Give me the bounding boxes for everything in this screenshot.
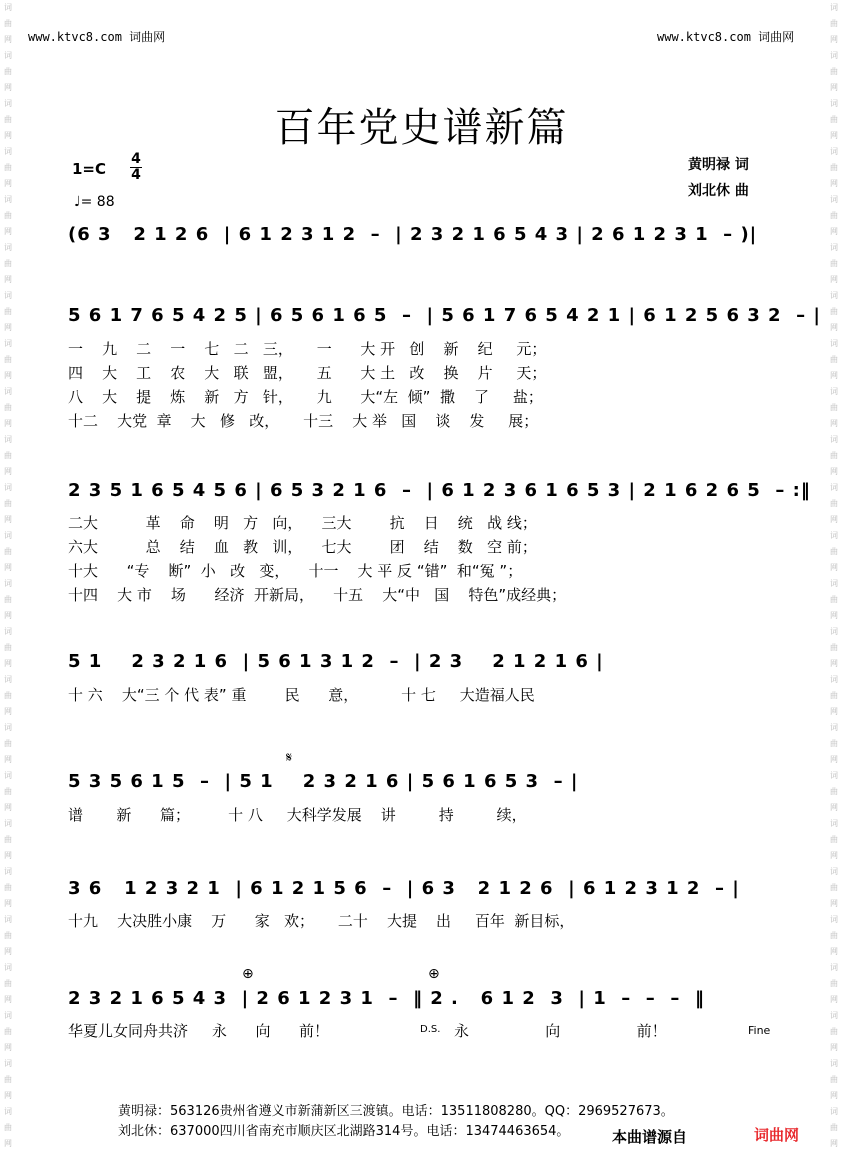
watermark-glyph: 曲 [830,1027,838,1036]
watermark-glyph: 曲 [4,691,12,700]
watermark-glyph: 网 [4,227,12,236]
coda-icon: ⊕ [242,966,254,982]
lyric-line: 十 六 大“三 个 代 表” 重 民 意， 十 七 大造福人民 [68,686,535,704]
watermark-glyph: 曲 [4,403,12,412]
left-watermark-strip [0,0,16,1172]
watermark-glyph: 曲 [830,643,838,652]
watermark-glyph: 曲 [830,595,838,604]
score-system-6: 3 6 1 2 3 2 1 | 6 1 2 1 5 6 – | 6 3 2 1 2 6 | 6 1 2 3 1 2 – | [68,878,740,899]
watermark-glyph: 词 [830,1059,838,1068]
watermark-glyph: 曲 [4,883,12,892]
watermark-glyph: 词 [830,387,838,396]
watermark-glyph: 词 [830,3,838,12]
watermark-glyph: 词 [4,867,12,876]
watermark-glyph: 网 [830,323,838,332]
watermark-glyph: 曲 [830,19,838,28]
watermark-glyph: 网 [830,1139,838,1148]
watermark-glyph: 曲 [830,403,838,412]
score-system-4: 5 1 2 3 2 1 6 | 5 6 1 3 1 2 – | 2 3 2 1 2 1 6 | [68,651,604,672]
watermark-glyph: 词 [4,675,12,684]
segno-icon: 𝄋 [286,750,293,766]
song-title: 百年党史谱新篇 [274,105,569,151]
watermark-glyph: 曲 [830,1075,838,1084]
watermark-glyph: 曲 [830,355,838,364]
watermark-glyph: 曲 [830,835,838,844]
watermark-glyph: 网 [4,1043,12,1052]
watermark-glyph: 曲 [4,787,12,796]
watermark-glyph: 词 [4,243,12,252]
watermark-glyph: 曲 [830,547,838,556]
watermark-glyph: 网 [830,995,838,1004]
watermark-glyph: 网 [4,851,12,860]
watermark-glyph: 词 [830,147,838,156]
watermark-glyph: 词 [4,1011,12,1020]
watermark-glyph: 网 [4,467,12,476]
watermark-glyph: 词 [830,1107,838,1116]
watermark-glyph: 网 [4,275,12,284]
watermark-glyph: 网 [4,563,12,572]
watermark-glyph: 网 [4,83,12,92]
coda-icon: ⊕ [428,966,440,982]
watermark-glyph: 网 [830,227,838,236]
lyric-line: 八 大 提 炼 新 方 针， 九 大“左 倾” 撒 了 盐； [68,388,543,406]
watermark-glyph: 网 [4,947,12,956]
watermark-glyph: 曲 [830,739,838,748]
watermark-glyph: 词 [4,1059,12,1068]
lyric-line: 永 向 前！ [454,1022,667,1040]
watermark-glyph: 词 [4,3,12,12]
watermark-glyph: 网 [830,851,838,860]
watermark-glyph: 网 [4,419,12,428]
lyric-line: 六大 总 结 血 教 训， 七大 团 结 数 空 前； [68,538,537,556]
watermark-glyph: 词 [830,963,838,972]
watermark-glyph: 网 [4,755,12,764]
watermark-glyph: 曲 [4,547,12,556]
watermark-glyph: 网 [4,659,12,668]
site-url-right[interactable]: www.ktvc8.com 词曲网 [657,30,795,44]
watermark-glyph: 曲 [4,451,12,460]
watermark-glyph: 网 [830,467,838,476]
lyricist-credit: 黄明禄 词 [688,157,749,173]
watermark-glyph: 曲 [830,67,838,76]
watermark-glyph: 词 [4,771,12,780]
tempo-marking: ♩= 88 [74,194,115,210]
watermark-glyph: 网 [830,755,838,764]
watermark-glyph: 词 [4,387,12,396]
watermark-glyph: 网 [830,707,838,716]
watermark-glyph: 词 [830,531,838,540]
watermark-glyph: 词 [830,1011,838,1020]
score-system-5: 5 3 5 6 1 5 – | 5 1 2 3 2 1 6 | 5 6 1 6 5 3 – | [68,771,579,792]
site-url-left[interactable]: www.ktvc8.com 词曲网 [28,30,166,44]
watermark-glyph: 词 [830,675,838,684]
score-system-1: (6 3 2 1 2 6 | 6 1 2 3 1 2 – | 2 3 2 1 6 5 4 3 | 2 6 1 2 3 1 – )| [68,224,758,245]
watermark-glyph: 曲 [4,1027,12,1036]
watermark-glyph: 网 [830,515,838,524]
watermark-glyph: 词 [4,147,12,156]
watermark-glyph: 曲 [830,307,838,316]
watermark-glyph: 曲 [4,739,12,748]
watermark-glyph: 词 [830,627,838,636]
ds-marking: D.S. [420,1024,441,1035]
watermark-glyph: 曲 [830,787,838,796]
watermark-glyph: 曲 [4,115,12,124]
watermark-glyph: 网 [830,947,838,956]
watermark-glyph: 网 [830,179,838,188]
watermark-glyph: 网 [830,275,838,284]
watermark-glyph: 曲 [830,979,838,988]
watermark-glyph: 曲 [4,1123,12,1132]
source-label: 本曲谱源自 [612,1128,688,1146]
watermark-glyph: 网 [830,419,838,428]
watermark-glyph: 词 [4,195,12,204]
watermark-glyph: 网 [830,1091,838,1100]
watermark-glyph: 词 [4,1107,12,1116]
watermark-glyph: 网 [4,1139,12,1148]
watermark-glyph: 网 [4,35,12,44]
watermark-glyph: 词 [830,243,838,252]
watermark-glyph: 曲 [4,979,12,988]
watermark-glyph: 词 [830,483,838,492]
watermark-glyph: 网 [4,611,12,620]
lyric-line: 二大 革 命 明 方 向， 三大 抗 日 统 战 线； [68,514,537,532]
composer-contact: 刘北休：637000四川省南充市顺庆区北湖路314号。电话：13474463654。 [118,1124,570,1139]
watermark-glyph: 词 [4,963,12,972]
score-system-7: 2 3 2 1 6 5 4 3 | 2 6 1 2 3 1 – ‖ 2 . 6 1 2 3 | 1 – – – ‖ [68,988,705,1009]
watermark-glyph: 曲 [4,931,12,940]
lyric-line: 谱 新 篇； 十 八 大科学发展 讲 持 续， [68,806,527,824]
watermark-glyph: 网 [830,563,838,572]
watermark-glyph: 曲 [4,259,12,268]
watermark-glyph: 词 [830,771,838,780]
watermark-glyph: 词 [830,867,838,876]
watermark-glyph: 词 [4,339,12,348]
lyric-line: 十九 大决胜小康 万 家 欢； 二十 大提 出 百年 新目标， [68,912,575,930]
watermark-glyph: 词 [4,723,12,732]
fine-marking: Fine [748,1024,771,1037]
watermark-glyph: 词 [4,531,12,540]
watermark-glyph: 词 [830,339,838,348]
watermark-glyph: 网 [830,35,838,44]
watermark-glyph: 网 [4,131,12,140]
watermark-glyph: 曲 [830,211,838,220]
lyric-line: 十二 大党 章 大 修 改， 十三 大 举 国 谈 发 展； [68,412,539,430]
watermark-glyph: 曲 [4,595,12,604]
watermark-glyph: 网 [830,1043,838,1052]
watermark-glyph: 曲 [830,451,838,460]
watermark-glyph: 词 [830,819,838,828]
watermark-glyph: 词 [4,483,12,492]
watermark-glyph: 曲 [830,931,838,940]
watermark-glyph: 网 [830,659,838,668]
key-signature: 1=C [72,160,107,178]
time-signature: $\frac{4}{4}$ [131,151,141,183]
watermark-glyph: 网 [4,803,12,812]
watermark-glyph: 词 [830,195,838,204]
watermark-glyph: 曲 [830,883,838,892]
watermark-glyph: 网 [4,179,12,188]
watermark-glyph: 网 [830,371,838,380]
lyric-line: 华夏儿女同舟共济 永 向 前！ [68,1022,334,1040]
lyric-line: 一 九 二 一 七 二 三， 一 大 开 创 新 纪 元； [68,340,547,358]
watermark-glyph: 网 [4,515,12,524]
watermark-glyph: 词 [4,915,12,924]
watermark-glyph: 曲 [4,835,12,844]
watermark-glyph: 曲 [4,499,12,508]
watermark-glyph: 网 [830,83,838,92]
score-system-2: 5 6 1 7 6 5 4 2 5 | 6 5 6 1 6 5 – | 5 6 1 7 6 5 4 2 1 | 6 1 2 5 6 3 2 – | [68,305,821,326]
watermark-glyph: 网 [4,899,12,908]
watermark-glyph: 词 [830,99,838,108]
watermark-glyph: 网 [830,803,838,812]
watermark-glyph: 网 [4,371,12,380]
watermark-glyph: 词 [830,51,838,60]
watermark-glyph: 词 [830,723,838,732]
composer-credit: 刘北休 曲 [688,183,749,199]
brand-logo[interactable]: 词曲网 [754,1126,800,1144]
lyric-line: 十大 “专 断” 小 改 变， 十一 大 平 反 “错” 和“冤 ”； [68,562,523,580]
watermark-glyph: 网 [830,899,838,908]
watermark-glyph: 词 [4,291,12,300]
watermark-glyph: 词 [830,435,838,444]
watermark-glyph: 曲 [4,355,12,364]
watermark-glyph: 曲 [4,1075,12,1084]
watermark-glyph: 曲 [830,1123,838,1132]
watermark-glyph: 曲 [4,211,12,220]
watermark-glyph: 曲 [4,163,12,172]
watermark-glyph: 网 [4,995,12,1004]
watermark-glyph: 网 [830,131,838,140]
watermark-glyph: 词 [4,435,12,444]
watermark-glyph: 词 [4,51,12,60]
watermark-glyph: 词 [4,627,12,636]
watermark-glyph: 曲 [830,163,838,172]
right-watermark-strip [826,0,842,1172]
score-system-3: 2 3 5 1 6 5 4 5 6 | 6 5 3 2 1 6 – | 6 1 2 3 6 1 6 5 3 | 2 1 6 2 6 5 – :‖ [68,480,811,501]
lyric-line: 四 大 工 农 大 联 盟， 五 大 土 改 换 片 天； [68,364,547,382]
watermark-glyph: 网 [830,611,838,620]
lyricist-contact: 黄明禄：563126贵州省遵义市新蒲新区三渡镇。电话：13511808280。QQ：2969527673。 [118,1104,674,1119]
lyric-line: 十四 大 市 场 经济 开新局， 十五 大“中 国 特色”成经典； [68,586,567,604]
watermark-glyph: 词 [4,579,12,588]
watermark-glyph: 词 [4,99,12,108]
watermark-glyph: 网 [4,1091,12,1100]
watermark-glyph: 曲 [4,67,12,76]
watermark-glyph: 词 [830,291,838,300]
watermark-glyph: 词 [830,915,838,924]
watermark-glyph: 网 [4,323,12,332]
watermark-glyph: 曲 [830,691,838,700]
watermark-glyph: 曲 [830,115,838,124]
watermark-glyph: 曲 [4,19,12,28]
watermark-glyph: 词 [830,579,838,588]
watermark-glyph: 网 [4,707,12,716]
watermark-glyph: 曲 [830,499,838,508]
watermark-glyph: 曲 [4,307,12,316]
watermark-glyph: 曲 [830,259,838,268]
watermark-glyph: 词 [4,819,12,828]
watermark-glyph: 曲 [4,643,12,652]
